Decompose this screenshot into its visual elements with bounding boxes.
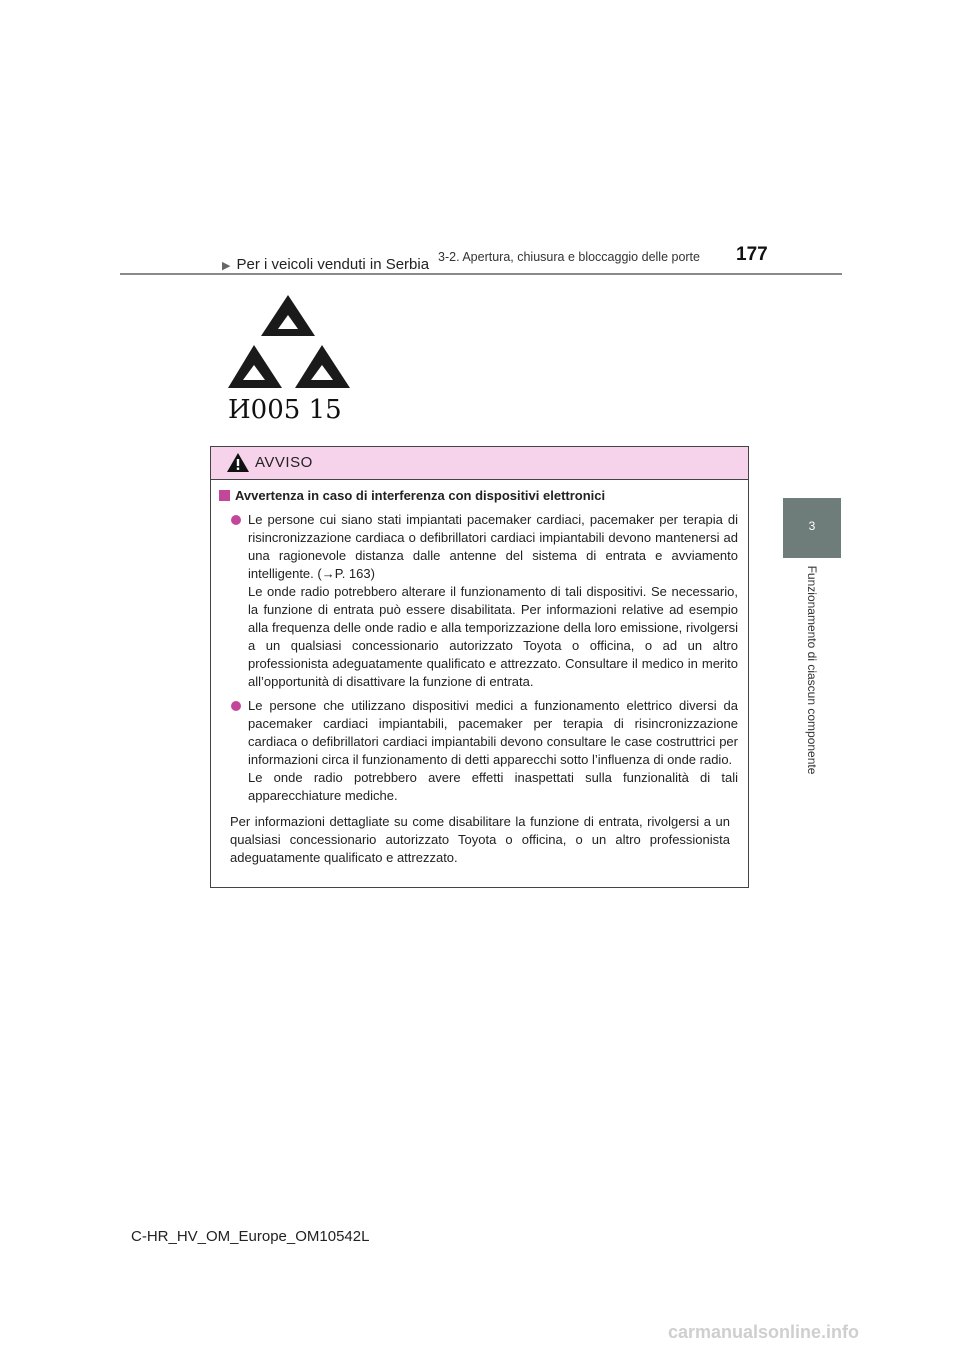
warning-title: AVVISO xyxy=(255,454,313,471)
watermark: carmanualsonline.info xyxy=(668,1322,860,1342)
triangle-mark-icon xyxy=(295,345,350,388)
chapter-tab-number: 3 xyxy=(808,519,816,533)
circle-bullet-icon xyxy=(231,701,241,711)
warning-body xyxy=(211,480,748,867)
chapter-label: Funzionamento di ciascun componente xyxy=(805,565,819,775)
header-divider xyxy=(120,273,842,275)
warning-item-paragraph: Le persone che utilizzano dispositivi medici a funzionamento elettrico diversi da pacemaker cardiaci impiantabili, pacemaker per terapia di risincronizzazione cardiaca o defibrillatori cardiaci impiantabili devono consultare le case costruttrici per informazioni circa il funzionamento di detti apparecchi sotto l’influenza di onde radio. xyxy=(248,698,738,767)
circle-bullet-icon xyxy=(231,515,241,525)
triangle-mark-icon xyxy=(261,295,315,336)
serbia-bullet xyxy=(222,256,429,273)
warning-footer-paragraph: Per informazioni dettagliate su come disabilitare la funzione di entrata, rivolgersi a un qualsiasi concessionario autorizzato Toyota o officina, o un altro professionista adeguatamente qualificato e attrezzato. xyxy=(230,814,730,865)
warning-section-heading xyxy=(217,487,738,505)
warning-item-paragraph: Le onde radio potrebbero avere effetti inaspettati sulla funzionalità di tali apparecchiature mediche. xyxy=(248,770,738,803)
document-id: C-HR_HV_OM_Europe_OM10542L xyxy=(131,1228,370,1245)
page-number: 177 xyxy=(736,244,768,265)
arrow-right-icon: ▶ xyxy=(222,260,231,272)
square-bullet-icon xyxy=(219,490,230,501)
serbia-bullet-text: Per i veicoli venduti in Serbia xyxy=(236,256,430,273)
section-title: 3-2. Apertura, chiusura e bloccaggio delle porte xyxy=(438,250,700,264)
serbia-approval-seal xyxy=(226,290,354,424)
warning-item xyxy=(217,697,738,805)
warning-item-paragraph: Le persone cui siano stati impiantati pacemaker cardiaci, pacemaker per terapia di risincronizzazione cardiaca o defibrillatori cardiaci impiantabili devono mantenersi ad una ragionevole distanza dalle antenne del sistema di entrata e avviamento intelligente. (→P. 163) xyxy=(248,512,738,581)
warning-triangle-icon xyxy=(226,452,250,473)
warning-item-paragraph: Le onde radio potrebbero alterare il funzionamento di tali dispositivi. Se necessario, la funzione di entrata può essere disabilitata. Per informazioni relative ad esempio alla frequenza delle onde radio e alla temporizzazione della loro emissione, rivolgersi a un qualsiasi concessionario autorizzato Toyota o officina, o ad un altro professionista adeguatamente qualificato e attrezzato. Consultare il medico in merito all’opportunità di disattivare la funzione di entrata. xyxy=(248,584,738,689)
seal-code: И005 15 xyxy=(228,395,342,424)
warning-header xyxy=(211,447,748,480)
warning-section-heading-text: Avvertenza in caso di interferenza con dispositivi elettronici xyxy=(235,488,606,503)
warning-box xyxy=(210,446,749,888)
warning-item xyxy=(217,511,738,691)
triangle-mark-icon xyxy=(228,345,282,388)
